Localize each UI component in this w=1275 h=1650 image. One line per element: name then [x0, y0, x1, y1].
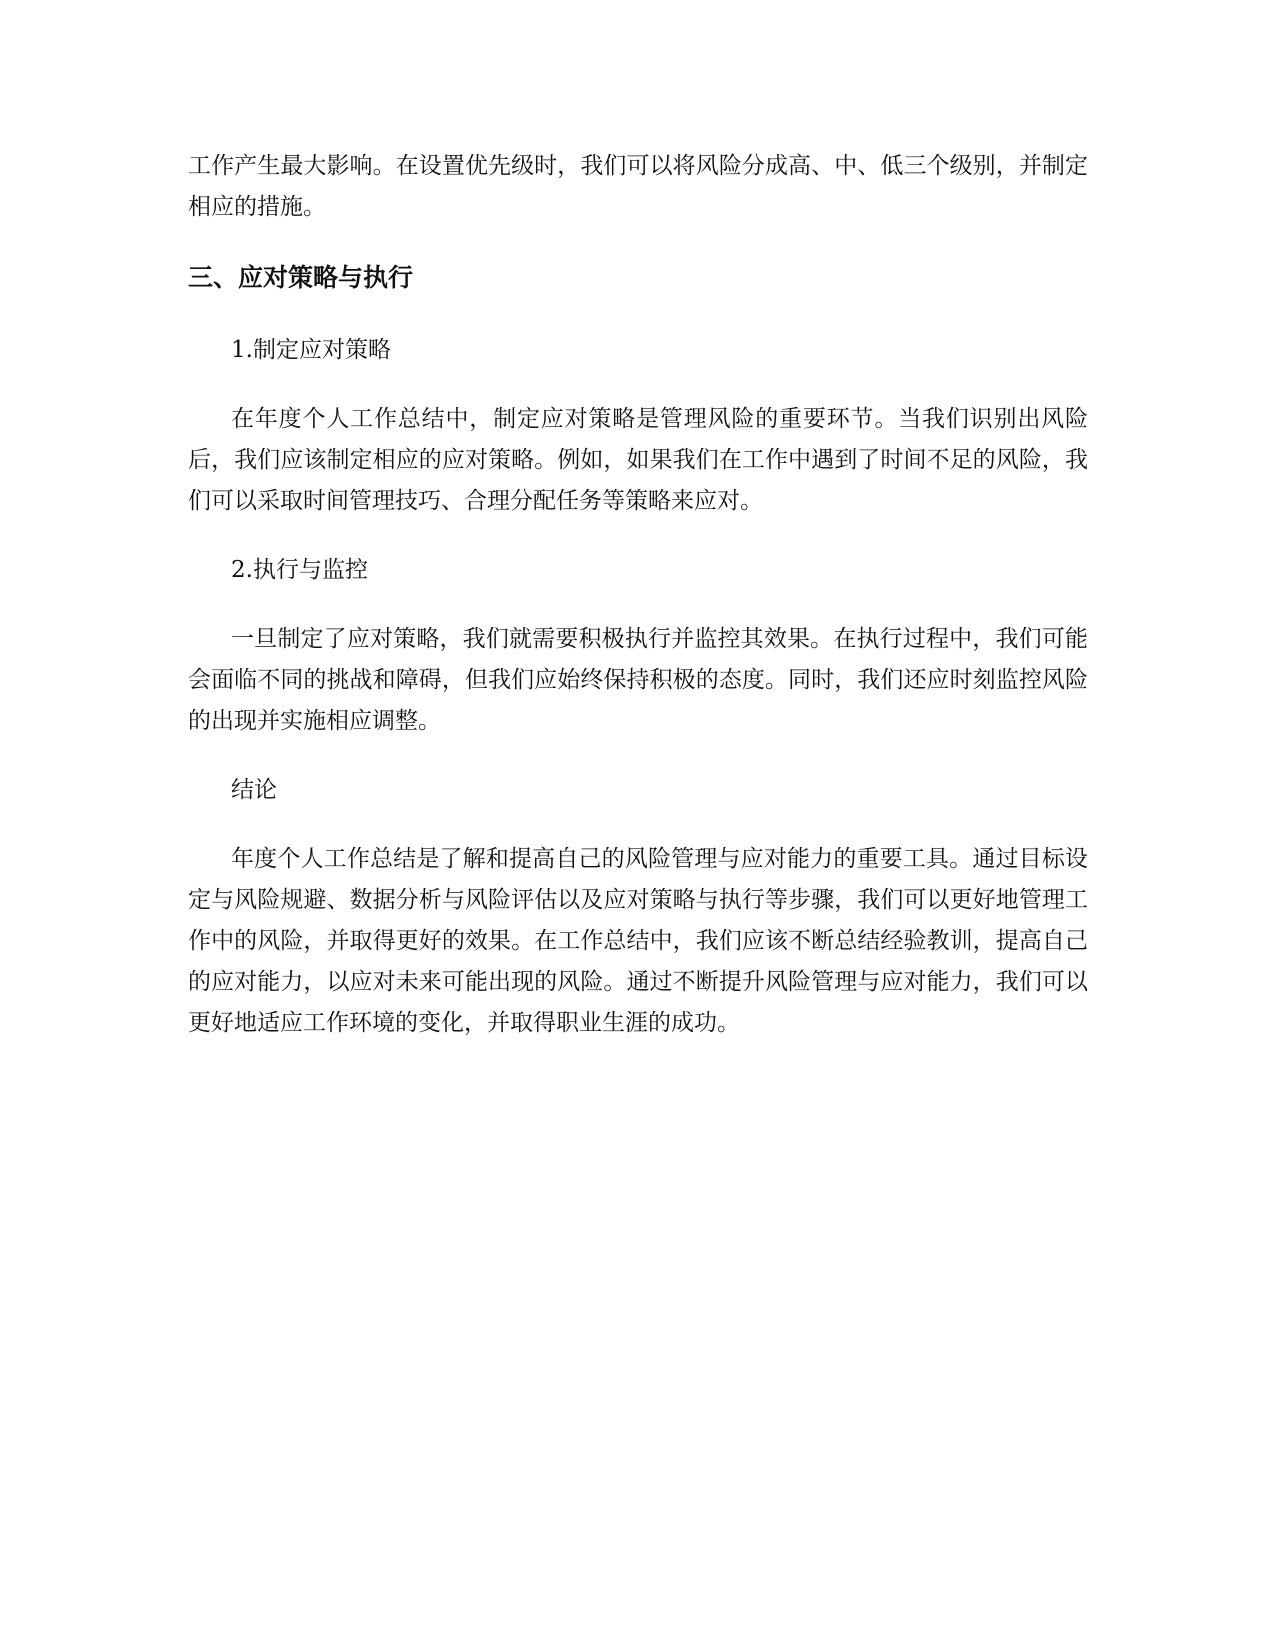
document-body [188, 146, 1088, 1072]
subsection-1-body: 在年度个人工作总结中，制定应对策略是管理风险的重要环节。当我们识别出风险后，我们应该制定相应的应对策略。例如，如果我们在工作中遇到了时间不足的风险，我们可以采取时间管理技巧、合理分配任务等策略来应对。 [188, 406, 1088, 514]
continuation-paragraph: 工作产生最大影响。在设置优先级时，我们可以将风险分成高、中、低三个级别，并制定相应的措施。 [188, 153, 1088, 220]
subsection-2-body: 一旦制定了应对策略，我们就需要积极执行并监控其效果。在执行过程中，我们可能会面临不同的挑战和障碍，但我们应始终保持积极的态度。同时，我们还应时刻监控风险的出现并实施相应调整。 [188, 626, 1088, 734]
section-heading: 三、应对策略与执行 [188, 263, 414, 292]
subsection-2-title: 2.执行与监控 [231, 557, 368, 583]
subsection-1-title: 1.制定应对策略 [231, 337, 391, 363]
conclusion-body: 年度个人工作总结是了解和提高自己的风险管理与应对能力的重要工具。通过目标设定与风险规避、数据分析与风险评估以及应对策略与执行等步骤，我们可以更好地管理工作中的风险，并取得更好的效果。在工作总结中，我们应该不断总结经验教训，提高自己的应对能力，以应对未来可能出现的风险。通过不断提升风险管理与应对能力，我们可以更好地适应工作环境的变化，并取得职业生涯的成功。 [188, 846, 1088, 1036]
conclusion-title: 结论 [231, 777, 277, 803]
